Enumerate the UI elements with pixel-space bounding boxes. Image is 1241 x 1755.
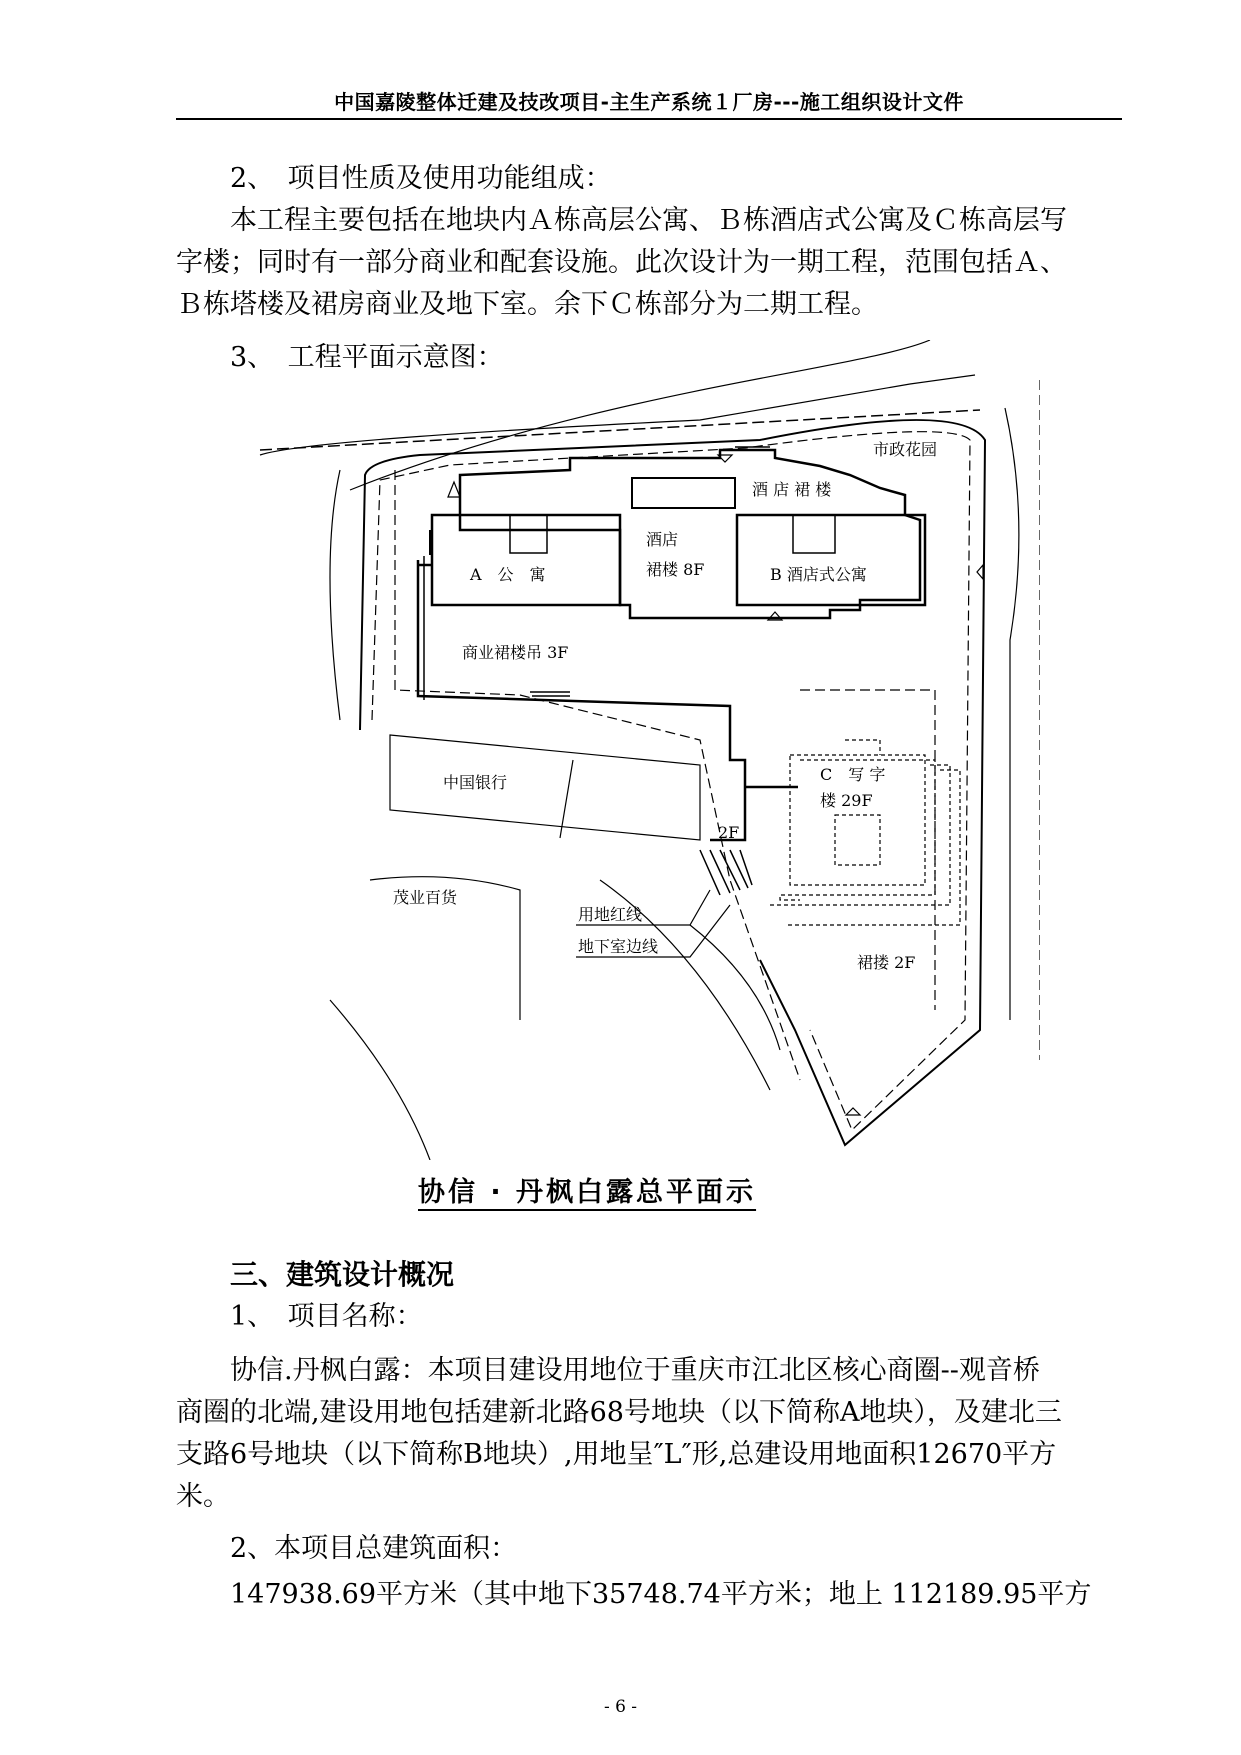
figure-caption: 协信 · 丹枫白露总平面示 [418, 1177, 757, 1208]
item2-line1: 147938.69平方米（其中地下35748.74平方米；地上 112189.95平方 [230, 1579, 1092, 1610]
item1-heading: 1、 项目名称： [230, 1301, 423, 1332]
label-c-office-line2: 楼 29F [820, 791, 873, 810]
section2-para-line3: Ｂ栋塔楼及裙房商业及地下室。余下Ｃ栋部分为二期工程。 [176, 289, 878, 320]
item1-line2: 商圈的北端,建设用地包括建新北路68号地块（以下简称A地块），及建北三 [176, 1397, 1062, 1428]
label-c-office-line1: C 写 字 [820, 765, 886, 784]
header-rule [176, 118, 1122, 120]
label-commercial: 商业裙楼吊 3F [462, 643, 569, 662]
label-podium-2f: 裙搂 2F [857, 953, 916, 972]
label-hotel-podium: 酒 店 裙 楼 [752, 480, 832, 499]
label-b-apartment: B 酒店式公寓 [770, 565, 867, 584]
label-a-apartment: A 公 寓 [470, 565, 546, 584]
item1-line3: 支路6号地块（以下简称B地块）,用地呈″L″形,总建设用地面积12670平方 [176, 1439, 1057, 1470]
section2-para-line2: 字楼；同时有一部分商业和配套设施。此次设计为一期工程，范围包括Ａ、 [176, 247, 1067, 278]
chapter3-title: 三、建筑设计概况 [230, 1258, 455, 1291]
label-hotel-8f-line2: 裙楼 8F [646, 560, 705, 579]
section2-para-line1: 本工程主要包括在地块内Ａ栋高层公寓、Ｂ栋酒店式公寓及Ｃ栋高层写 [230, 205, 1067, 236]
label-hotel-8f-line1: 酒店 [646, 530, 679, 549]
page-number: - 6 - [603, 1697, 638, 1717]
section2-heading: 2、 项目性质及使用功能组成： [230, 163, 612, 194]
label-small-2f: 2F [718, 823, 740, 842]
label-red-line: 用地红线 [578, 905, 643, 924]
label-bank: 中国银行 [443, 773, 508, 792]
item1-line4: 米。 [176, 1481, 230, 1512]
item1-line1: 协信.丹枫白露：本项目建设用地位于重庆市江北区核心商圈--观音桥 [230, 1355, 1040, 1386]
label-basement-line: 地下室边线 [578, 937, 659, 956]
item2-heading: 2、本项目总建筑面积： [230, 1533, 518, 1564]
running-header: 中国嘉陵整体迁建及技改项目-主生产系统１厂房---施工组织设计文件 [334, 90, 964, 114]
section3-heading: 3、 工程平面示意图： [230, 342, 504, 373]
label-store: 茂业百货 [393, 888, 458, 907]
site-plan-figure [250, 340, 1040, 1160]
label-garden: 市政花园 [873, 440, 938, 459]
